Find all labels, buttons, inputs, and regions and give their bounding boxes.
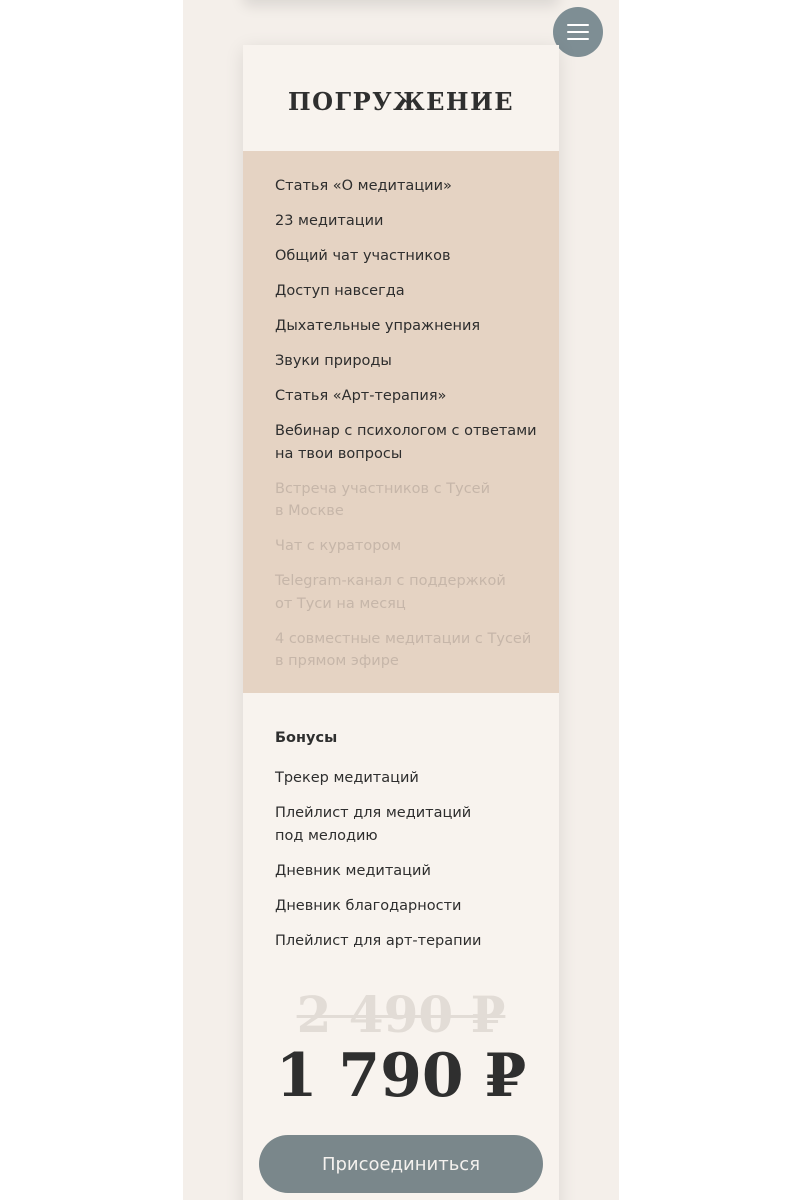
bonus-item-text: под мелодию bbox=[275, 827, 378, 844]
old-price: 2 490 ₽ bbox=[296, 985, 506, 1044]
feature-item bbox=[275, 628, 539, 673]
feature-item-text: 4 совместные медитации с Тусей bbox=[275, 630, 532, 647]
bonus-item bbox=[275, 767, 539, 790]
feature-item-text: на твои вопросы bbox=[275, 445, 403, 462]
feature-item-text: Доступ навсегда bbox=[275, 283, 405, 299]
feature-item-text: от Туси на месяц bbox=[275, 595, 406, 612]
hamburger-menu-icon-bar bbox=[567, 31, 589, 33]
pricing-card bbox=[243, 45, 559, 1200]
feature-item bbox=[275, 420, 539, 465]
card-header bbox=[243, 45, 559, 151]
hamburger-menu-icon-bar bbox=[567, 38, 589, 40]
feature-item bbox=[275, 315, 539, 338]
feature-item-text: Telegram-канал с поддержкой bbox=[275, 573, 506, 589]
feature-item-text: Чат с куратором bbox=[275, 538, 402, 554]
feature-item bbox=[275, 385, 539, 408]
join-button[interactable]: Присоединиться bbox=[259, 1135, 543, 1193]
bonuses-list bbox=[275, 767, 539, 952]
bonus-item-text: Плейлист для медитаций bbox=[275, 805, 472, 821]
menu-button[interactable] bbox=[553, 7, 603, 57]
feature-item bbox=[275, 210, 539, 233]
feature-item-text: Статья «О медитации» bbox=[275, 178, 452, 194]
feature-item-text: 23 медитации bbox=[275, 213, 384, 229]
bonus-item-text: Плейлист для арт-терапии bbox=[275, 932, 482, 949]
hamburger-menu-icon-bar bbox=[567, 24, 589, 26]
feature-item-text: Звуки природы bbox=[275, 353, 392, 369]
bonuses-title: Бонусы bbox=[275, 730, 338, 746]
bonus-item-text: Дневник благодарности bbox=[275, 897, 462, 914]
feature-item bbox=[275, 478, 539, 523]
feature-item bbox=[275, 175, 539, 198]
feature-item bbox=[275, 280, 539, 303]
feature-item-text: Общий чат участников bbox=[275, 248, 451, 264]
feature-item bbox=[275, 535, 539, 558]
feature-item bbox=[275, 350, 539, 373]
price-block bbox=[243, 985, 559, 1111]
features-list bbox=[243, 151, 559, 693]
feature-item-text: в прямом эфире bbox=[275, 653, 399, 669]
feature-item-text: Статья «Арт-терапия» bbox=[275, 388, 447, 404]
bonus-item-text: Трекер медитаций bbox=[275, 770, 419, 786]
bonus-item-text: Дневник медитаций bbox=[275, 862, 431, 879]
bonuses-section bbox=[243, 693, 559, 952]
bonus-item bbox=[275, 860, 539, 883]
feature-item-text: Дыхательные упражнения bbox=[275, 318, 481, 334]
feature-item-text: Встреча участников с Тусей bbox=[275, 480, 491, 497]
feature-item-text: Вебинар с психологом с ответами bbox=[275, 423, 537, 439]
feature-item-text: в Москве bbox=[275, 503, 344, 519]
current-price: 1 790 ₽ bbox=[275, 1041, 527, 1111]
bonus-item bbox=[275, 895, 539, 918]
bonus-item bbox=[275, 930, 539, 953]
feature-item bbox=[275, 570, 539, 615]
plan-title: ПОГРУЖЕНИЕ bbox=[287, 86, 515, 116]
feature-item bbox=[275, 245, 539, 268]
bonus-item bbox=[275, 802, 539, 847]
